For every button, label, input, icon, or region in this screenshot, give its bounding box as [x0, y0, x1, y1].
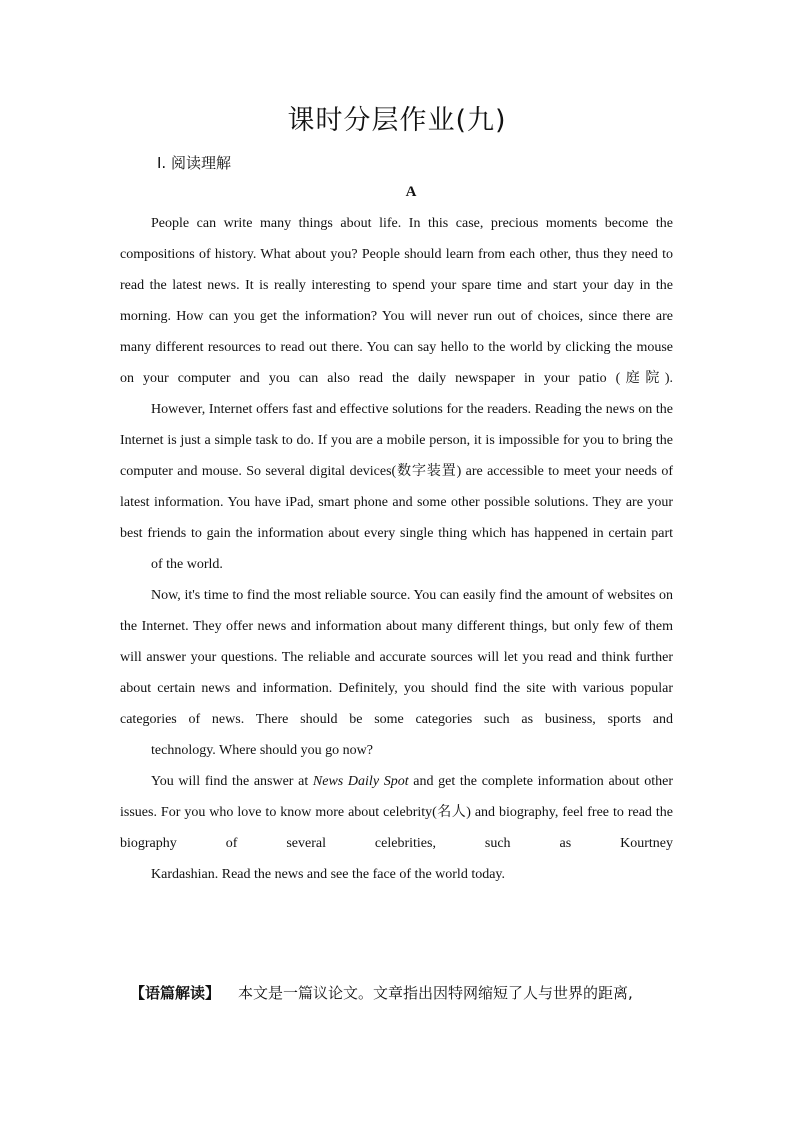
paragraph-2-text: However, Internet offers fast and effective solutions for the readers. Reading the news on the Internet is just a simple task to do. If you are a mobile person, it is impossible for you to bring the computer and mouse. So several digital devices(数字装置) are accessible to meet your needs of latest information. You have iPad, smart phone and some other possible solutions. They are your best friends to gain the information about every single thing which has happened in certain part: [120, 402, 673, 541]
paragraph-3-tail: technology. Where should you go now?: [151, 743, 374, 758]
section-heading: Ⅰ. 阅读理解: [157, 154, 231, 172]
analysis-tag: 【语篇解读】: [130, 984, 221, 1002]
paragraph-4-tail: Kardashian. Read the news and see the face of the world today.: [151, 867, 506, 882]
analysis-line: [130, 982, 690, 1003]
passage-body: [120, 208, 673, 890]
paragraph-2: [120, 394, 673, 580]
page-title: 课时分层作业(九): [287, 105, 507, 136]
paragraph-4: [120, 766, 673, 890]
paragraph-3-text: Now, it's time to find the most reliable source. You can easily find the amount of websites on the Internet. They offer news and information about many different things, but only few of them will answer your questions. The reliable and accurate sources will let you read and think further about certain news and information. Definitely, you should find the site with various popular categories of news. There should be some categories such as business, sports and: [120, 588, 673, 727]
paragraph-3: [120, 580, 673, 766]
paragraph-4-before: You will find the answer at: [151, 774, 313, 789]
paragraph-4-after: and get the complete information about other issues. For you who love to know more about celebrity(名人) and biography, feel free to read the biography of several celebrities, such as Kourtney: [120, 774, 673, 851]
paragraph-2-tail: of the world.: [151, 557, 223, 572]
paragraph-4-italic: News Daily Spot: [312, 774, 409, 789]
paragraph-1-tail: (庭院).: [606, 371, 673, 386]
paragraph-1-text: People can write many things about life. In this case, precious moments become the compositions of history. What about you? People should learn from each other, thus they need to read the latest news. It is really interesting to spend your spare time and start your day in the morning. How can you get the information? You will never run out of choices, since there are many different resources to read out there. You can say hello to the world by clicking the mouse on your computer and you can also read the daily newspaper in your patio: [120, 216, 673, 386]
passage-label: A: [405, 184, 417, 200]
analysis-text: 本文是一篇议论文。文章指出因特网缩短了人与世界的距离,: [238, 984, 633, 1002]
paragraph-1: [120, 208, 673, 394]
